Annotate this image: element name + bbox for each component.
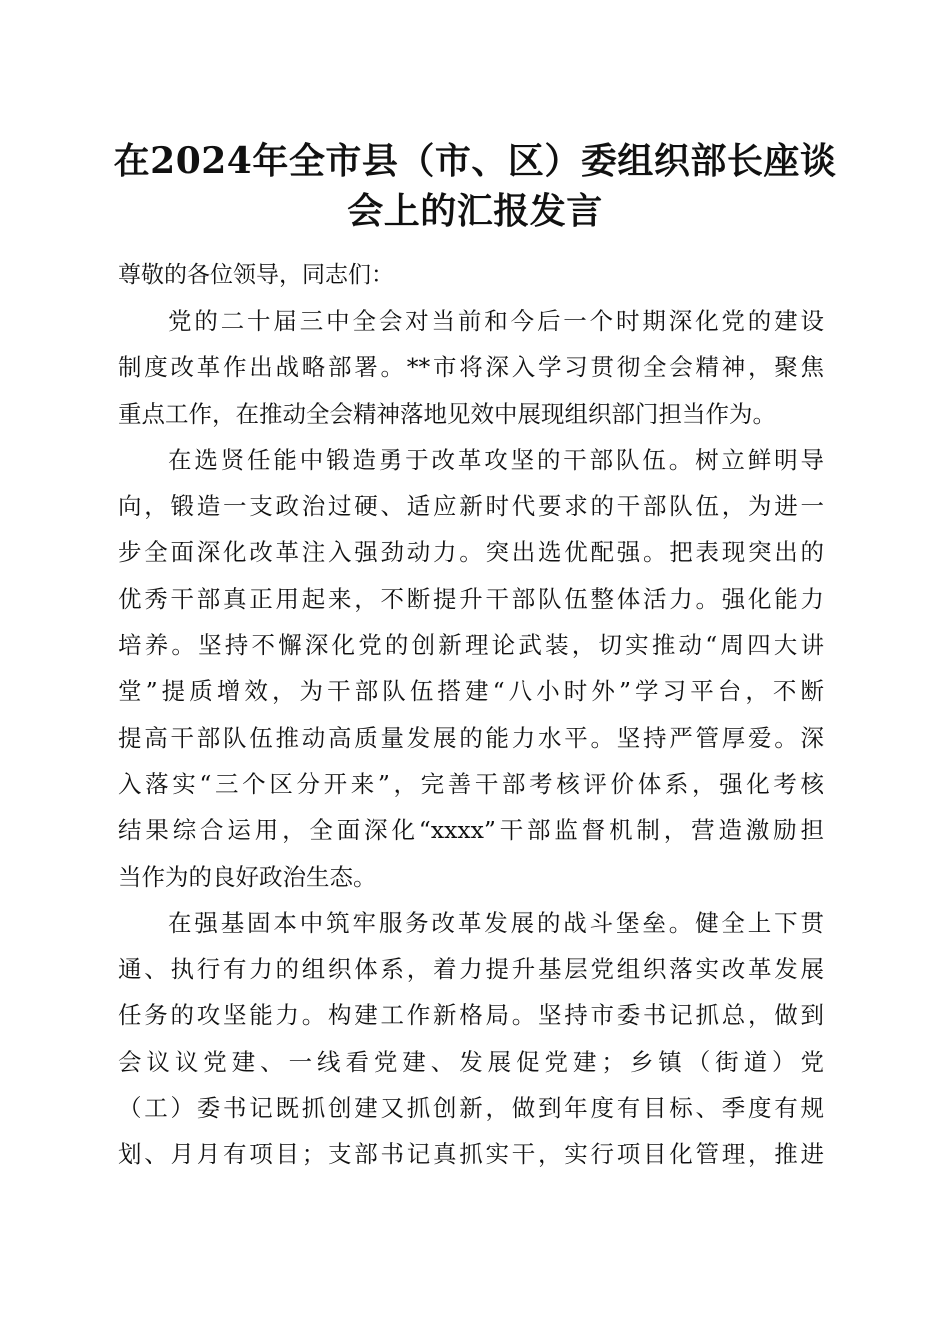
title-line: 会上的汇报发言 (347, 190, 603, 232)
paragraph-line: 划、月月有项目；支部书记真抓实干，实行项目化管理，推进 (118, 1140, 824, 1169)
paragraph-3 (118, 900, 824, 1178)
paragraph-line: 在强基固本中筑牢服务改革发展的战斗堡垒。健全上下贯 (168, 908, 824, 937)
paragraph-line: 重点工作，在推动全会精神落地见效中展现组织部门担当作为。 (118, 399, 776, 428)
paragraph-line: 培养。坚持不懈深化党的创新理论武装，切实推动“周四大讲 (118, 631, 824, 660)
paragraph-line: 提高干部队伍推动高质量发展的能力水平。坚持严管厚爱。深 (118, 723, 824, 752)
paragraph-line: 会议议党建、一线看党建、发展促党建；乡镇（街道）党 (118, 1047, 824, 1076)
paragraph-line: 堂”提质增效，为干部队伍搭建“八小时外”学习平台，不断 (118, 677, 824, 706)
paragraph-line: （工）委书记既抓创建又抓创新，做到年度有目标、季度有规 (118, 1094, 824, 1123)
paragraph-1 (118, 298, 824, 437)
paragraph-line: 入落实“三个区分开来”，完善干部考核评价体系，强化考核 (118, 769, 824, 798)
paragraph-2 (118, 437, 824, 900)
document-title (100, 136, 850, 236)
paragraph-line: 当作为的良好政治生态。 (118, 862, 377, 891)
paragraph-line: 党的二十届三中全会对当前和今后一个时期深化党的建设 (168, 307, 824, 335)
paragraph-line: 通、执行有力的组织体系，着力提升基层党组织落实改革发展 (118, 955, 824, 984)
paragraph-line: 向，锻造一支政治过硬、适应新时代要求的干部队伍，为进一 (118, 492, 824, 521)
title-line: 在2024年全市县（市、区）委组织部长座谈 (113, 140, 837, 182)
paragraph-line: 任务的攻坚能力。构建工作新格局。坚持市委书记抓总，做到 (118, 1001, 824, 1030)
paragraph-line: 步全面深化改革注入强劲动力。突出选优配强。把表现突出的 (118, 538, 824, 567)
paragraph-line: 在选贤任能中锻造勇于改革攻坚的干部队伍。树立鲜明导 (168, 445, 824, 474)
paragraph-line: 制度改革作出战略部署。**市将深入学习贯彻全会精神，聚焦 (118, 353, 824, 382)
paragraph-line: 结果综合运用，全面深化“xxxx”干部监督机制，营造激励担 (118, 816, 824, 845)
document-body (118, 252, 824, 1178)
paragraph-line: 优秀干部真正用起来，不断提升干部队伍整体活力。强化能力 (118, 584, 824, 613)
salutation: 尊敬的各位领导，同志们： (118, 262, 394, 288)
